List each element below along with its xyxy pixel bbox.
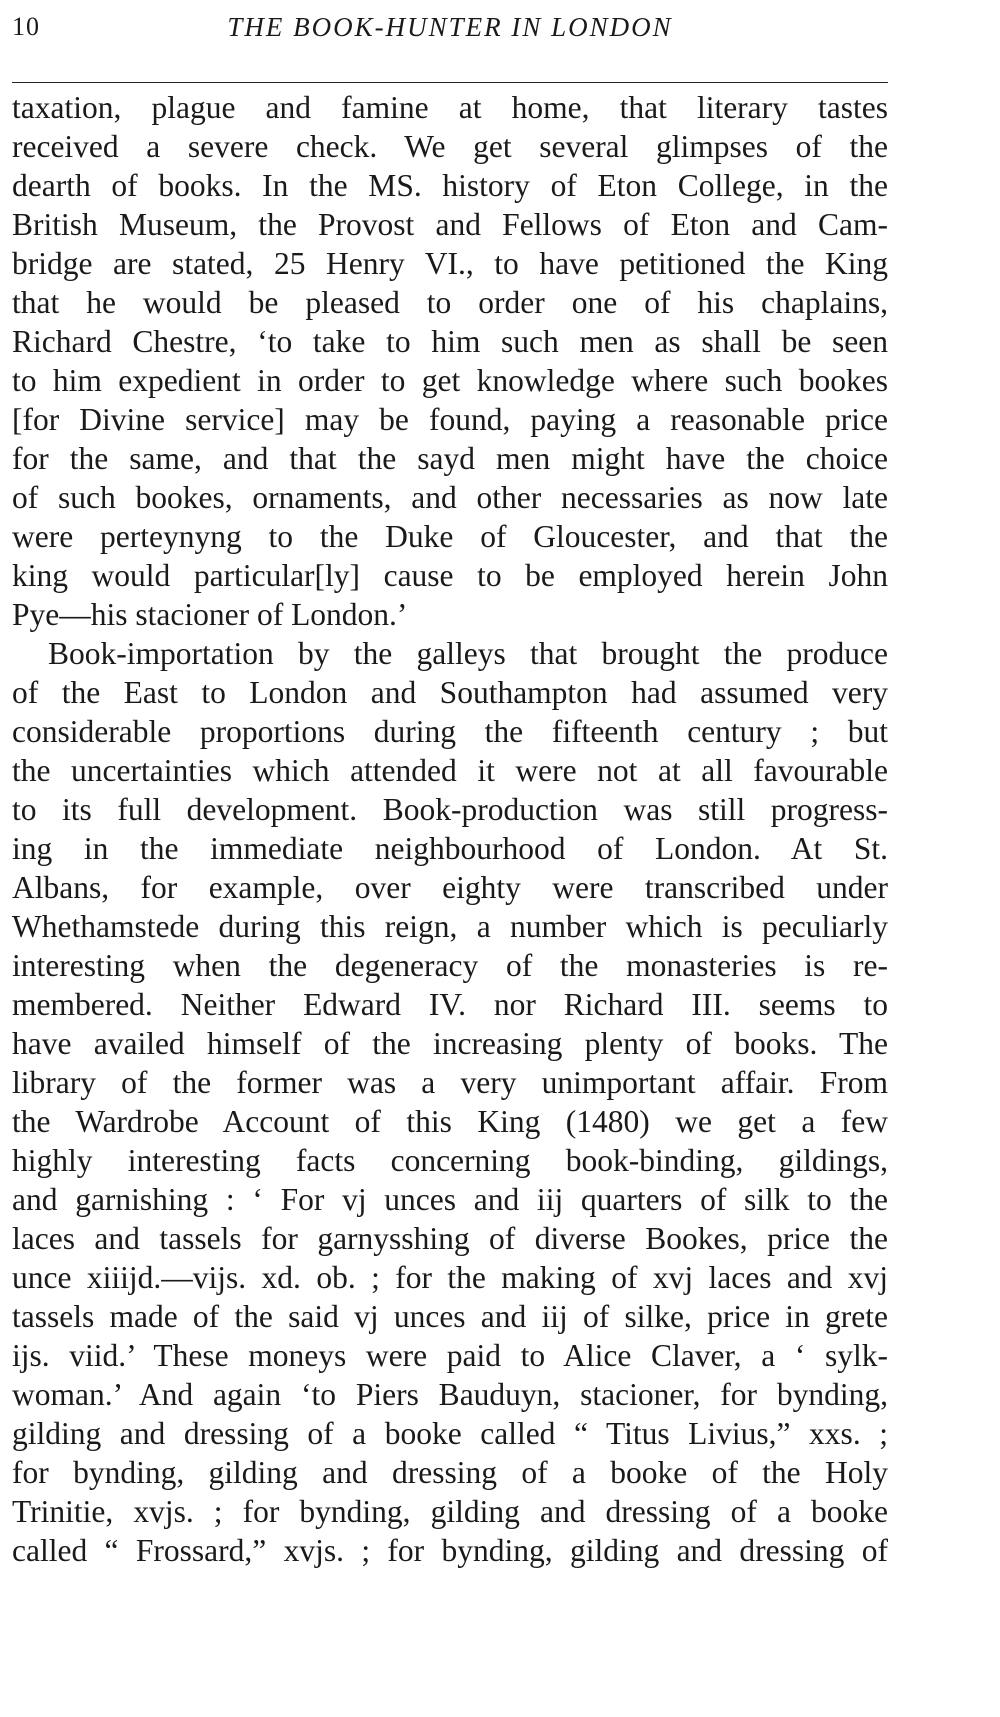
- text-line: called “ Frossard,” xvjs. ; for bynding, gilding and dressing of: [12, 1533, 888, 1568]
- text-line: Book-importation by the galleys that brought the produce: [48, 636, 888, 671]
- text-line: and garnishing : ‘ For vj unces and iij quarters of silk to the: [12, 1182, 888, 1217]
- text-line: king would particular[ly] cause to be employed herein John: [12, 558, 888, 593]
- text-line: to its full development. Book-production was still progress-: [12, 792, 888, 827]
- text-line: interesting when the degeneracy of the monasteries is re-: [12, 948, 888, 983]
- text-line: British Museum, the Provost and Fellows of Eton and Cam-: [12, 207, 888, 242]
- text-line: of such bookes, ornaments, and other necessaries as now late: [12, 480, 888, 515]
- text-line: dearth of books. In the MS. history of Eton College, in the: [12, 168, 888, 203]
- text-line: ijs. viid.’ These moneys were paid to Alice Claver, a ‘ sylk-: [12, 1338, 888, 1373]
- text-line: Albans, for example, over eighty were transcribed under: [12, 870, 888, 905]
- text-line: membered. Neither Edward IV. nor Richard III. seems to: [12, 987, 888, 1022]
- text-line: [for Divine service] may be found, paying a reasonable price: [12, 402, 888, 437]
- page-number: 10: [12, 12, 40, 41]
- text-line: the Wardrobe Account of this King (1480) we get a few: [12, 1104, 888, 1139]
- text-line: Trinitie, xvjs. ; for bynding, gilding and dressing of a booke: [12, 1494, 888, 1529]
- text-line: for bynding, gilding and dressing of a booke of the Holy: [12, 1455, 888, 1490]
- text-line: to him expedient in order to get knowledge where such bookes: [12, 363, 888, 398]
- text-line: that he would be pleased to order one of his chaplains,: [12, 285, 888, 320]
- text-line: taxation, plague and famine at home, that literary tastes: [12, 90, 888, 125]
- text-line: have availed himself of the increasing plenty of books. The: [12, 1026, 888, 1061]
- text-line: the uncertainties which attended it were not at all favourable: [12, 753, 888, 788]
- text-line: gilding and dressing of a booke called “ Titus Livius,” xxs. ;: [12, 1416, 888, 1451]
- header-rule: [12, 82, 888, 83]
- running-head: [12, 8, 888, 48]
- text-line: received a severe check. We get several glimpses of the: [12, 129, 888, 164]
- text-line: bridge are stated, 25 Henry VI., to have petitioned the King: [12, 246, 888, 281]
- running-title: THE BOOK-HUNTER IN LONDON: [227, 12, 673, 42]
- text-line: woman.’ And again ‘to Piers Bauduyn, stacioner, for bynding,: [12, 1377, 888, 1412]
- paragraph-1: [12, 88, 888, 634]
- body-text: [12, 88, 888, 1570]
- text-line: ing in the immediate neighbourhood of London. At St.: [12, 831, 888, 866]
- text-line: Whethamstede during this reign, a number which is peculiarly: [12, 909, 888, 944]
- text-line: tassels made of the said vj unces and iij of silke, price in grete: [12, 1299, 888, 1334]
- text-line: Pye—his stacioner of London.’: [12, 597, 408, 632]
- paragraph-2: [12, 634, 888, 1570]
- text-line: of the East to London and Southampton had assumed very: [12, 675, 888, 710]
- text-line: considerable proportions during the fifteenth century ; but: [12, 714, 888, 749]
- text-line: were perteynyng to the Duke of Gloucester, and that the: [12, 519, 888, 554]
- text-line: Richard Chestre, ‘to take to him such men as shall be seen: [12, 324, 888, 359]
- text-line: for the same, and that the sayd men might have the choice: [12, 441, 888, 476]
- text-line: library of the former was a very unimportant affair. From: [12, 1065, 888, 1100]
- text-line: unce xiiijd.—vijs. xd. ob. ; for the making of xvj laces and xvj: [12, 1260, 888, 1295]
- text-line: highly interesting facts concerning book-binding, gildings,: [12, 1143, 888, 1178]
- text-line: laces and tassels for garnysshing of diverse Bookes, price the: [12, 1221, 888, 1256]
